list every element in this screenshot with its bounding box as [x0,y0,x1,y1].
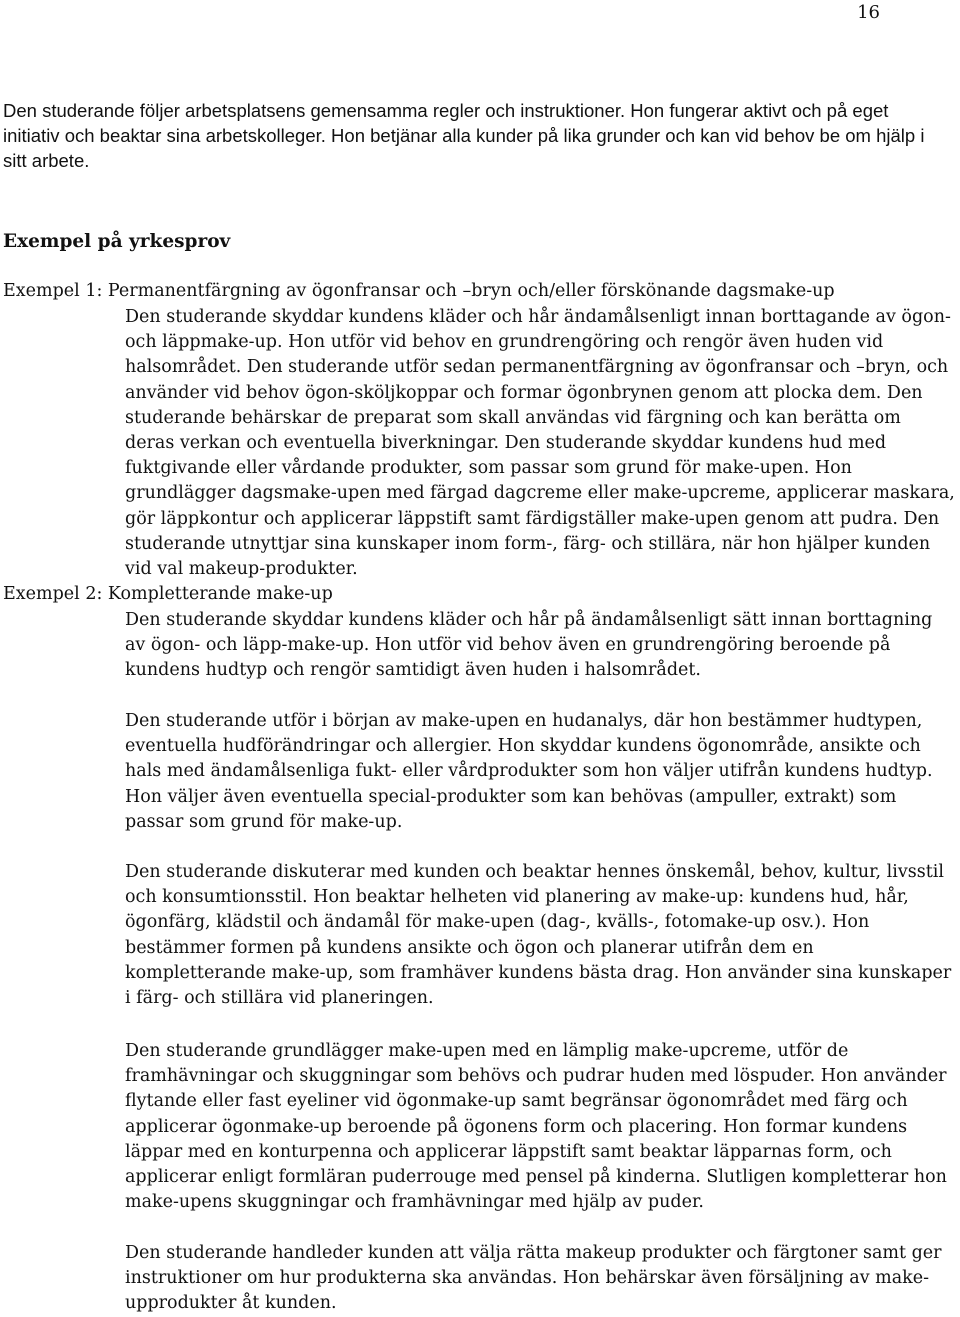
example-2-title: Exempel 2: Kompletterande make-up [3,584,333,604]
example-1-title: Exempel 1: Permanentfärgning av ögonfransar och –bryn och/eller förskönande dagsmake-up [3,281,835,301]
example-2-paragraph-3: Den studerande diskuterar med kunden och beaktar hennes önskemål, behov, kultur, livsstil och konsumtionsstil. Hon beaktar helheten vid planering av make-up: kundens hud, hår, ögonfärg, klädstil och ändamål för make-upen (dag-, kvälls-, fotomake-up osv.). Hon bestämmer formen på kundens ansikte och ögon och planerar utifrån dem en kompletterande make-up, som framhäver kundens bästa drag. Hon använder sina kunskaper i färg- och stillära vid planeringen. [125,862,952,1009]
example-2-paragraph-2: Den studerande utför i början av make-upen en hudanalys, där hon bestämmer hudtypen, eventuella hudförändringar och allergier. Hon skyddar kundens ögonområde, ansikte och hals med ändamålsenliga fukt- eller vårdprodukter som hon väljer utifrån kundens hudtyp. Hon väljer även eventuella special-produkter som kan behövas (ampuller, extrakt) som passar som grund för make-up. [125,711,933,832]
section-heading: Exempel på yrkesprov [3,231,231,252]
example-1-body: Den studerande skyddar kundens kläder och hår ändamålsenligt innan borttagande av ögon- och läppmake-up. Hon utför vid behov en grundrengöring och rengör även huden vid halsområdet. Den studerande utför sedan permanentfärgning av ögonfransar och –bryn, och använder vid behov ögon-sköljkoppar och formar ögonbrynen genom att plocka dem. Den studerande behärskar de preparat som skall användas vid färgning och kan berätta om deras verkan och eventuella biverkningar. Den studerande skyddar kundens hud med fuktgivande eller vårdande produkter, som passar som grund för make-upen. Hon grundlägger dagsmake-upen med färgad dagcreme eller make-upcreme, applicerar maskara, gör läppkontur och applicerar läppstift samt färdigställer make-upen genom att pudra. Den studerande utnyttjar sina kunskaper inom form-, färg- och stillära, när hon hjälper kunden vid val makeup-produkter. [125,307,955,580]
example-2-paragraph-5: Den studerande handleder kunden att välja rätta makeup produkter och färgtoner samt ger instruktioner om hur produkterna ska användas. Hon behärskar även försäljning av make-upprodukter åt kunden. [125,1243,942,1314]
example-2-paragraph-4: Den studerande grundlägger make-upen med en lämplig make-upcreme, utför de framhävningar och skuggningar som behövs och pudrar huden med löspuder. Hon använder flytande eller fast eyeliner vid ögonmake-up samt begränsar ögonområdet med färg och applicerar ögonmake-up beroende på ögonens form och placering. Hon formar kundens läppar med en konturpenna och applicerar läppstift samt beaktar läpparnas form, och applicerar enligt formläran puderrouge med pensel på kinderna. Slutligen kompletterar hon make-upens skuggningar och framhävningar med hjälp av puder. [125,1041,947,1213]
example-2-paragraph-1: Den studerande skyddar kundens kläder och hår på ändamålsenligt sätt innan borttagning av ögon- och läpp-make-up. Hon utför vid behov även en grundrengöring beroende på kundens hudtyp och rengör samtidigt även huden i halsområdet. [125,610,933,681]
page-number: 16 [857,2,880,23]
intro-paragraph: Den studerande följer arbetsplatsens gemensamma regler och instruktioner. Hon fungerar aktivt och på eget initiativ och beaktar sina arbetskolleger. Hon betjänar alla kunder på lika grunder och kan vid behov be om hjälp i sitt arbete. [3,100,925,171]
